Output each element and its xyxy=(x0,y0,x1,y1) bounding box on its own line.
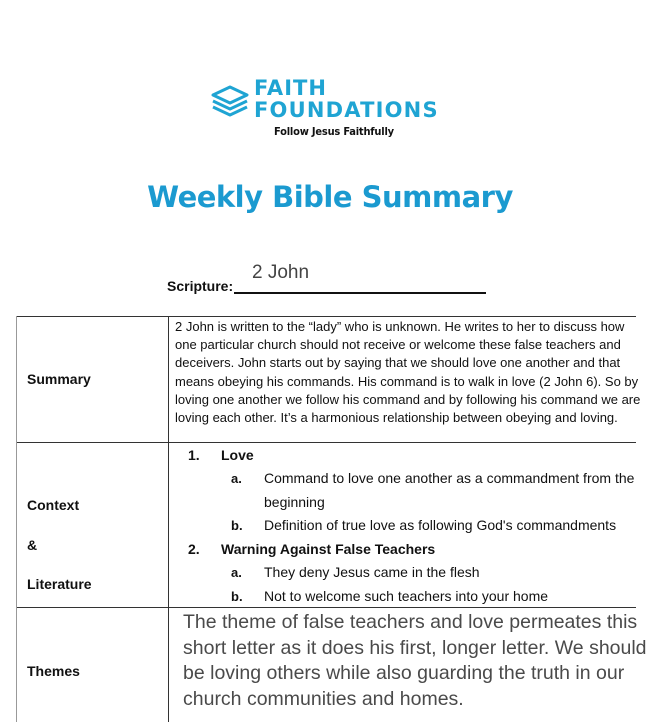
summary-text: 2 John is written to the “lady” who is unknown. He writes to her to discuss how one particular church should not receive or welcome these false teachers and deceivers. John starts out by saying that we should love one another and that means obeying his commands. His command is to walk in love (2 John 6). So by loving one another we follow his command and by following his command we are loving each other. It’s a harmonious relationship between obeying and loving. xyxy=(175,319,641,426)
column-divider xyxy=(168,316,169,722)
scripture-underline xyxy=(234,292,486,294)
summary-label: Summary xyxy=(27,371,91,387)
ampersand-label: & xyxy=(27,537,38,553)
row-divider xyxy=(16,442,636,443)
list-number: 1. xyxy=(188,447,200,463)
themes-text[interactable]: The theme of false teachers and love permeates this short letter as it does his first, longer letter. We should be loving others while also guarding the truth in our church communities and homes. xyxy=(183,611,647,710)
scripture-value[interactable]: 2 John xyxy=(252,262,310,283)
list-item xyxy=(188,540,200,558)
row-divider xyxy=(16,607,636,608)
sub-item-text: Definition of true love as following God's commandments xyxy=(264,517,617,533)
literature-label: Literature xyxy=(27,576,92,592)
list-item xyxy=(188,446,200,464)
logo-line-1: FAITH xyxy=(254,76,327,100)
logo-tagline: Follow Jesus Faithfully xyxy=(274,125,394,138)
context-label: Context xyxy=(27,497,80,513)
table-left-border xyxy=(16,316,17,722)
sub-letter: b. xyxy=(231,518,243,533)
stacked-layers-icon xyxy=(210,84,250,120)
sub-item-text: Command to love one another as a commandment from the xyxy=(264,470,635,486)
list-item-title: Love xyxy=(221,447,254,463)
faith-foundations-logo xyxy=(210,76,450,142)
scripture-label: Scripture: xyxy=(167,278,234,294)
themes-label: Themes xyxy=(27,663,80,679)
sub-letter: b. xyxy=(231,589,243,604)
sub-letter: a. xyxy=(231,565,242,580)
list-item-title: Warning Against False Teachers xyxy=(221,541,436,557)
logo-line-2: FOUNDATIONS xyxy=(254,98,439,122)
sub-item-text: beginning xyxy=(264,494,325,510)
sub-item-text: They deny Jesus came in the flesh xyxy=(264,564,480,580)
sub-item-text: Not to welcome such teachers into your home xyxy=(264,588,549,604)
list-number: 2. xyxy=(188,541,200,557)
sub-letter: a. xyxy=(231,471,242,486)
table-top-border xyxy=(16,316,636,317)
page-title: Weekly Bible Summary xyxy=(147,180,513,214)
